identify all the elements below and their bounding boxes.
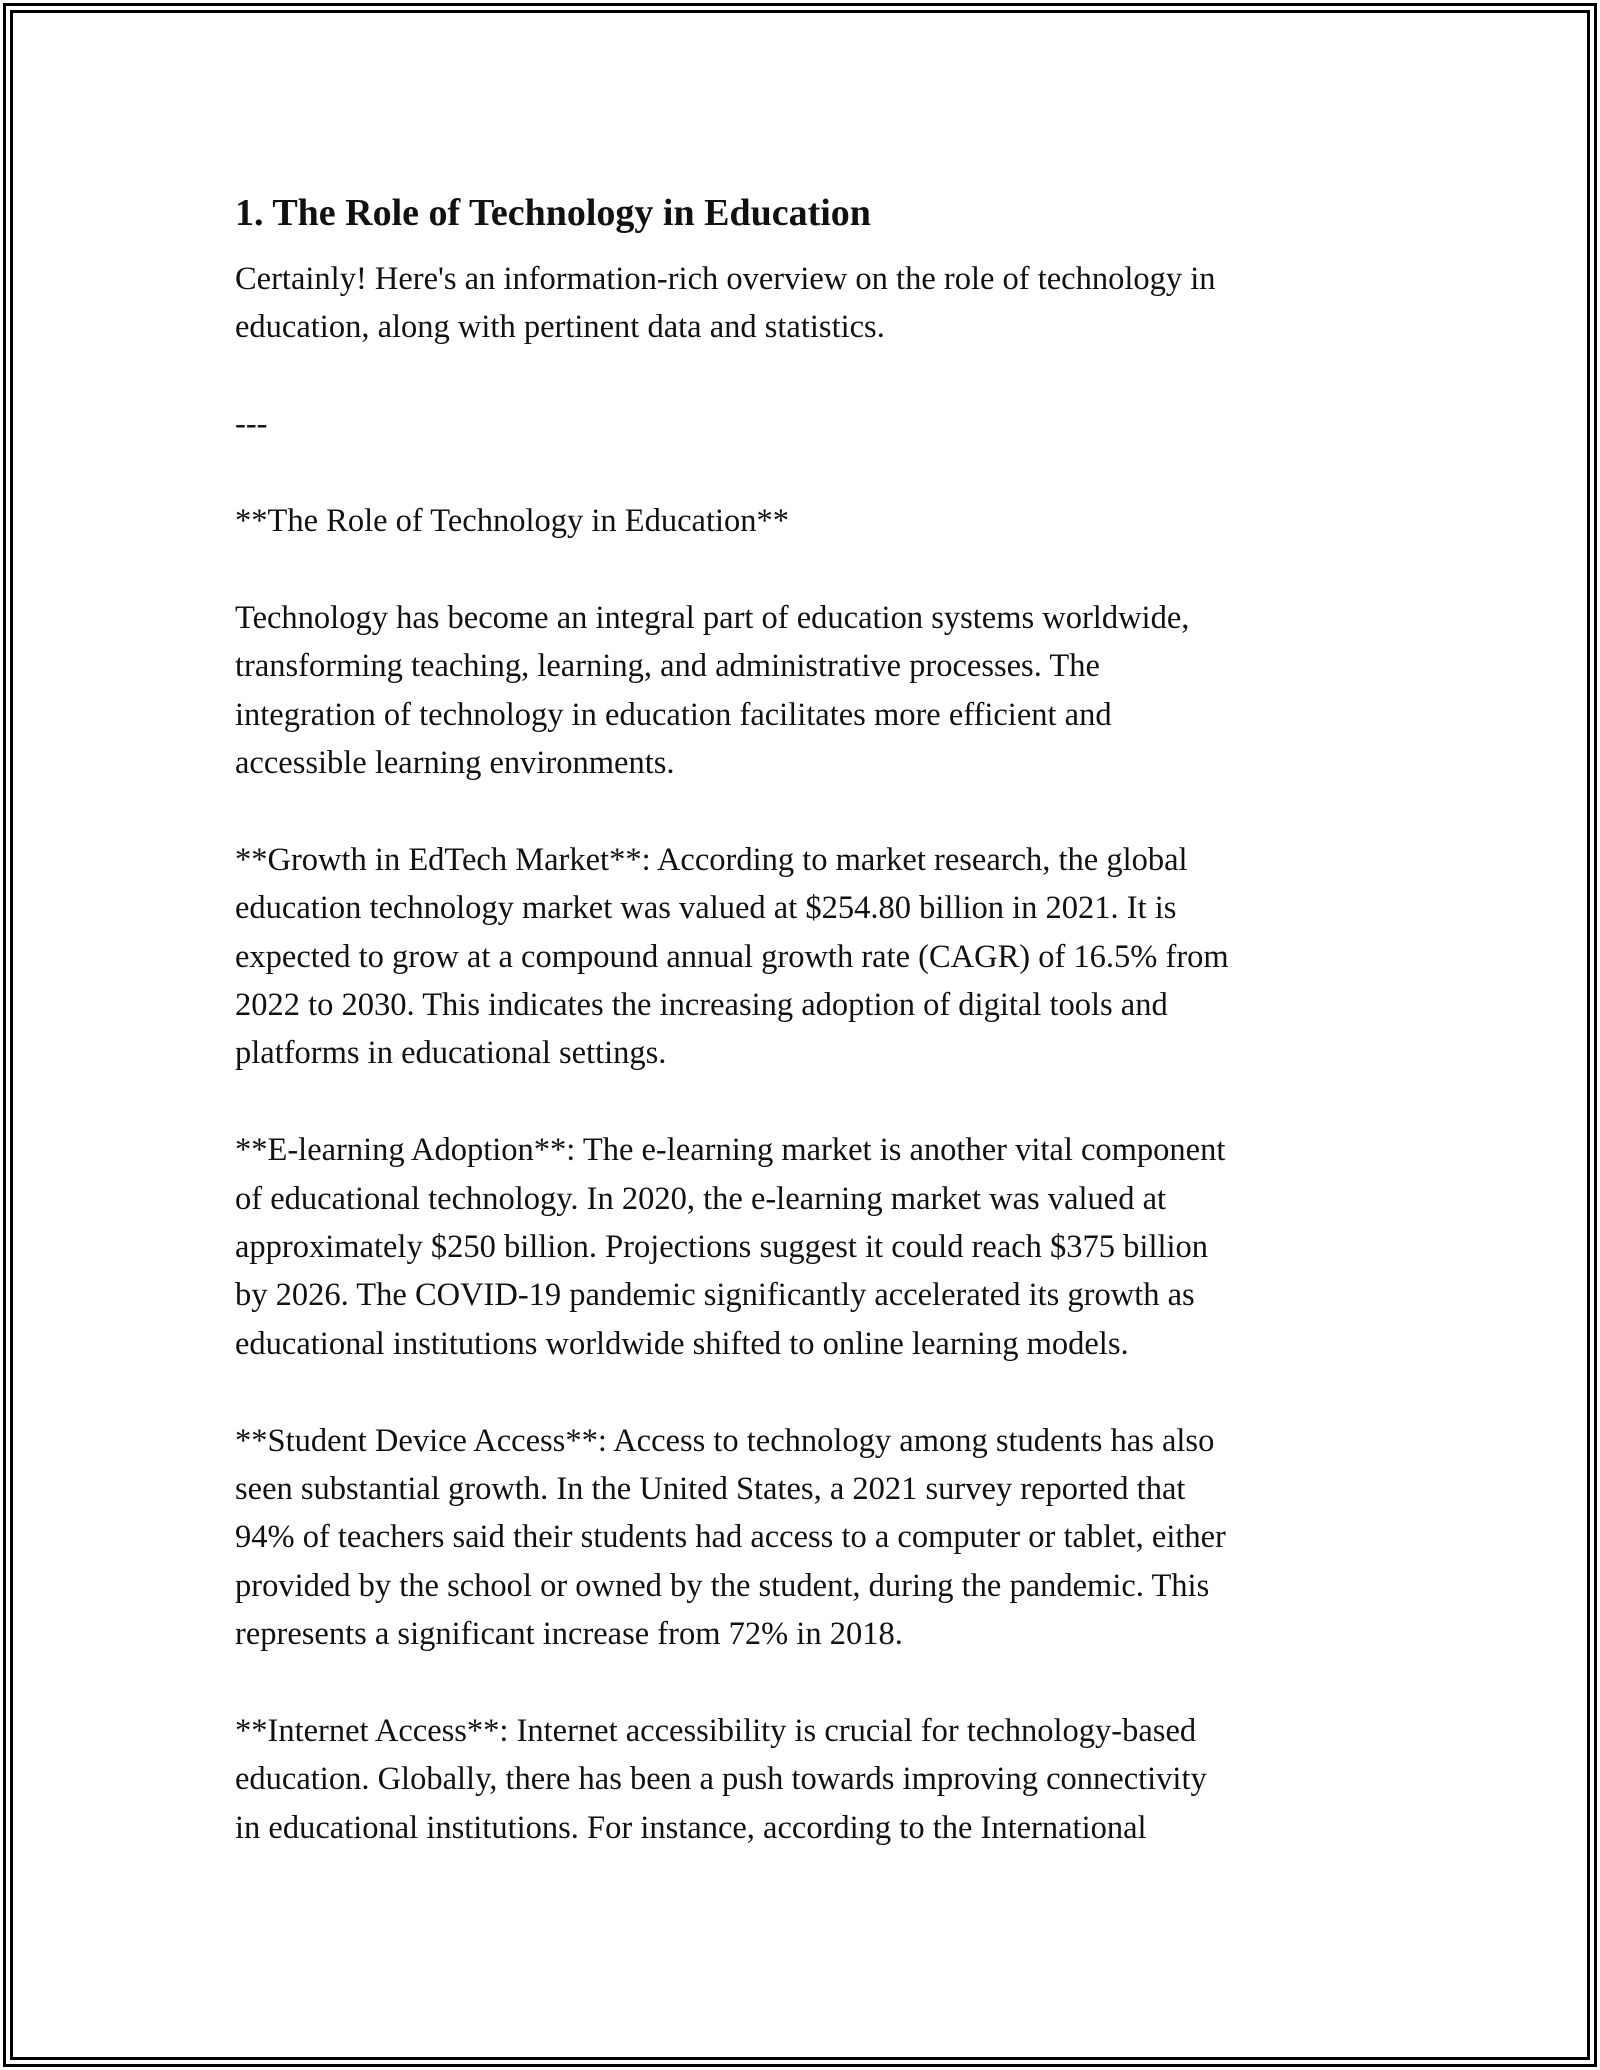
paragraph-heading [235, 497, 1385, 545]
text-line: Technology has become an integral part of education systems worldwide, [235, 599, 1190, 636]
text-line: **Student Device Access**: Access to technology among students has also [235, 1422, 1215, 1459]
text-line: integration of technology in education facilitates more efficient and [235, 696, 1112, 733]
text-line: 2022 to 2030. This indicates the increasing adoption of digital tools and [235, 987, 1168, 1024]
text-line: **E-learning Adoption**: The e-learning market is another vital component [235, 1132, 1226, 1169]
paragraph-overview [235, 594, 1385, 788]
text-line: accessible learning environments. [235, 745, 675, 782]
text-line: education technology market was valued at $254.80 billion in 2021. It is [235, 890, 1177, 927]
text-line: **Internet Access**: Internet accessibility is crucial for technology-based [235, 1713, 1197, 1750]
text-line: in educational institutions. For instance, according to the International [235, 1809, 1147, 1846]
document-page [235, 185, 1385, 1901]
text-line: education. Globally, there has been a push towards improving connectivity [235, 1761, 1207, 1798]
text-line: **Growth in EdTech Market**: According to market research, the global [235, 841, 1188, 878]
paragraph-device-access [235, 1417, 1385, 1659]
text-line: approximately $250 billion. Projections suggest it could reach $375 billion [235, 1229, 1209, 1266]
paragraph-separator [235, 400, 1385, 448]
text-line: provided by the school or owned by the student, during the pandemic. This [235, 1567, 1210, 1604]
text-line: **The Role of Technology in Education** [235, 503, 790, 539]
text-line: by 2026. The COVID-19 pandemic significantly accelerated its growth as [235, 1277, 1195, 1314]
text-line: of educational technology. In 2020, the e-learning market was valued at [235, 1180, 1167, 1217]
text-line: seen substantial growth. In the United States, a 2021 survey reported that [235, 1471, 1186, 1508]
text-line: platforms in educational settings. [235, 1035, 667, 1072]
text-line: represents a significant increase from 72% in 2018. [235, 1616, 903, 1653]
paragraph-internet-access [235, 1707, 1385, 1852]
text-line: Certainly! Here's an information-rich overview on the role of technology in [235, 261, 1216, 297]
document-title: 1. The Role of Technology in Education [235, 192, 871, 234]
paragraph-intro [235, 255, 1385, 352]
text-line: educational institutions worldwide shifted to online learning models. [235, 1325, 1129, 1362]
text-line: transforming teaching, learning, and administrative processes. The [235, 648, 1100, 685]
text-line: education, along with pertinent data and statistics. [235, 309, 885, 346]
paragraph-edtech-market [235, 836, 1385, 1078]
paragraph-elearning [235, 1126, 1385, 1368]
text-line: --- [235, 406, 268, 443]
text-line: expected to grow at a compound annual growth rate (CAGR) of 16.5% from [235, 938, 1229, 975]
text-line: 94% of teachers said their students had access to a computer or tablet, either [235, 1519, 1226, 1556]
